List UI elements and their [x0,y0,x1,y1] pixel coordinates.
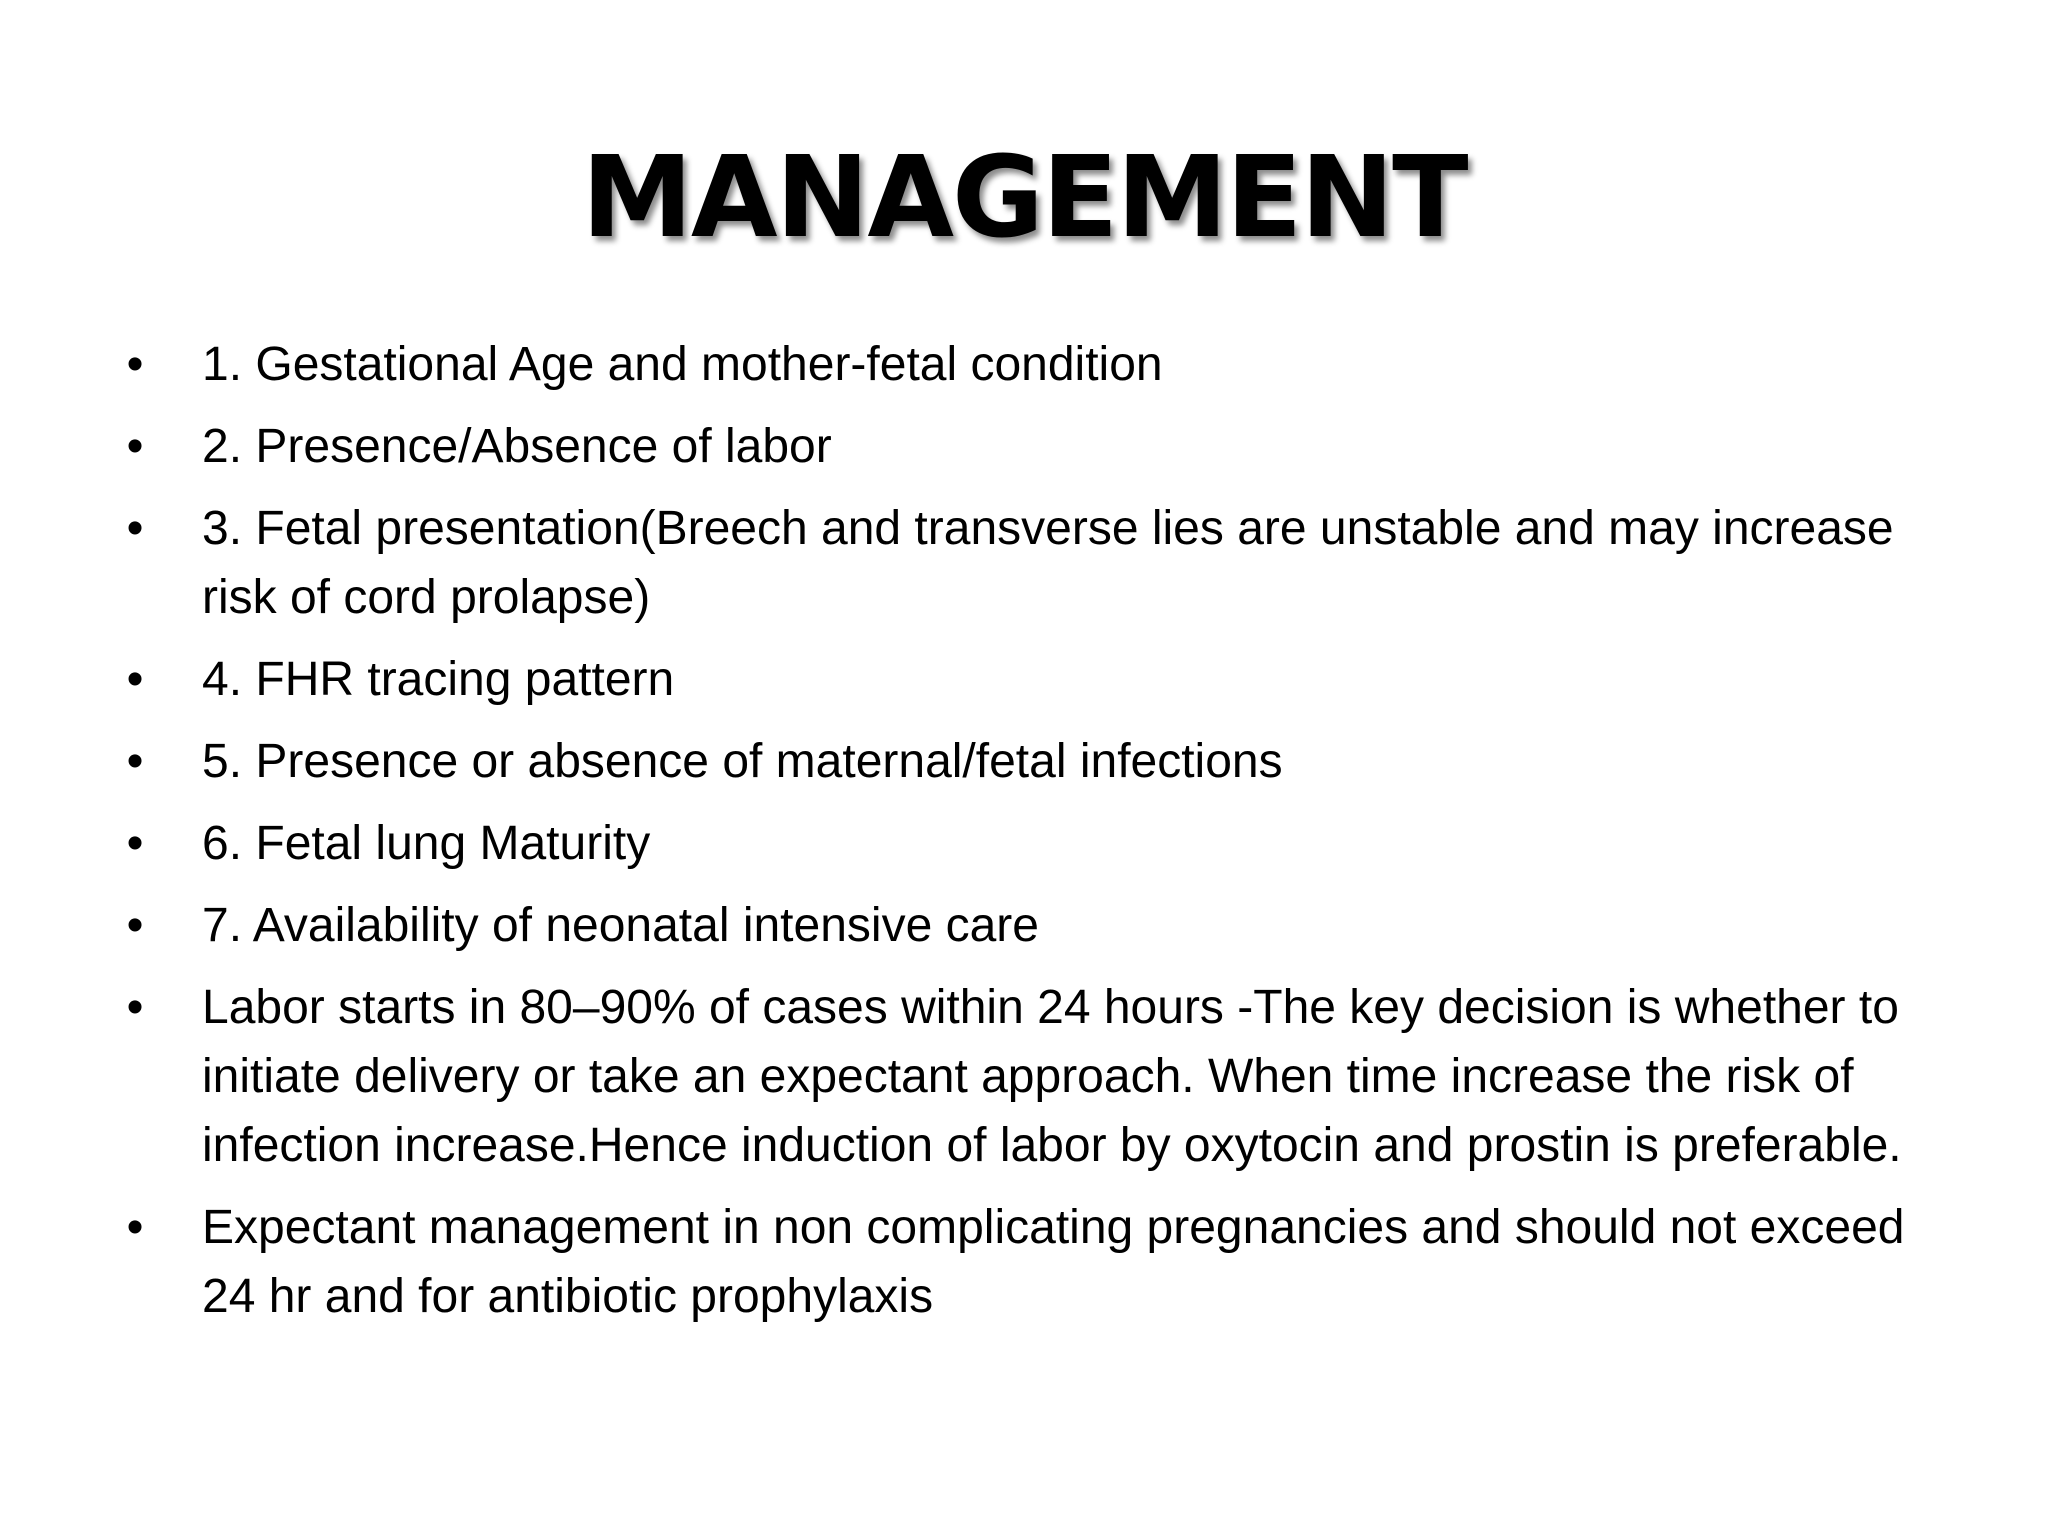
bullet-item [120,330,1960,399]
bullet-icon: • [126,338,144,391]
bullet-icon: • [126,1201,144,1254]
bullet-text: 5. Presence or absence of maternal/fetal infections [202,735,1283,788]
bullet-item [120,412,1960,481]
bullet-icon: • [126,899,144,952]
bullet-text: 6. Fetal lung Maturity [202,817,651,870]
bullet-icon: • [126,981,144,1034]
bullet-text: 7. Availability of neonatal intensive care [202,899,1039,952]
bullet-item [120,891,1960,960]
bullet-icon: • [126,735,144,788]
bullet-item [120,973,1960,1180]
bullet-item [120,727,1960,796]
bullet-text: Labor starts in 80–90% of cases within 24 hours -The key decision is whether to initiate delivery or take an expectant approach. When time increase the risk of infection increase.Hence induction of labor by oxytocin and prostin is preferable. [202,981,1902,1172]
bullet-item [120,1193,1960,1331]
bullet-item [120,494,1960,632]
bullet-text: 3. Fetal presentation(Breech and transverse lies are unstable and may increase risk of cord prolapse) [202,502,1894,624]
bullet-item [120,645,1960,714]
bullet-text: 4. FHR tracing pattern [202,653,675,706]
slide-title: MANAGEMENT [581,133,1467,263]
bullet-item [120,809,1960,878]
bullet-text: 1. Gestational Age and mother-fetal condition [202,338,1163,391]
bullet-icon: • [126,502,144,555]
bullet-icon: • [126,653,144,706]
bullet-text: 2. Presence/Absence of labor [202,420,832,473]
bullet-text: Expectant management in non complicating pregnancies and should not exceed 24 hr and for antibiotic prophylaxis [202,1201,1905,1323]
bullet-icon: • [126,420,144,473]
bullet-icon: • [126,817,144,870]
bullet-list [120,330,1960,1344]
